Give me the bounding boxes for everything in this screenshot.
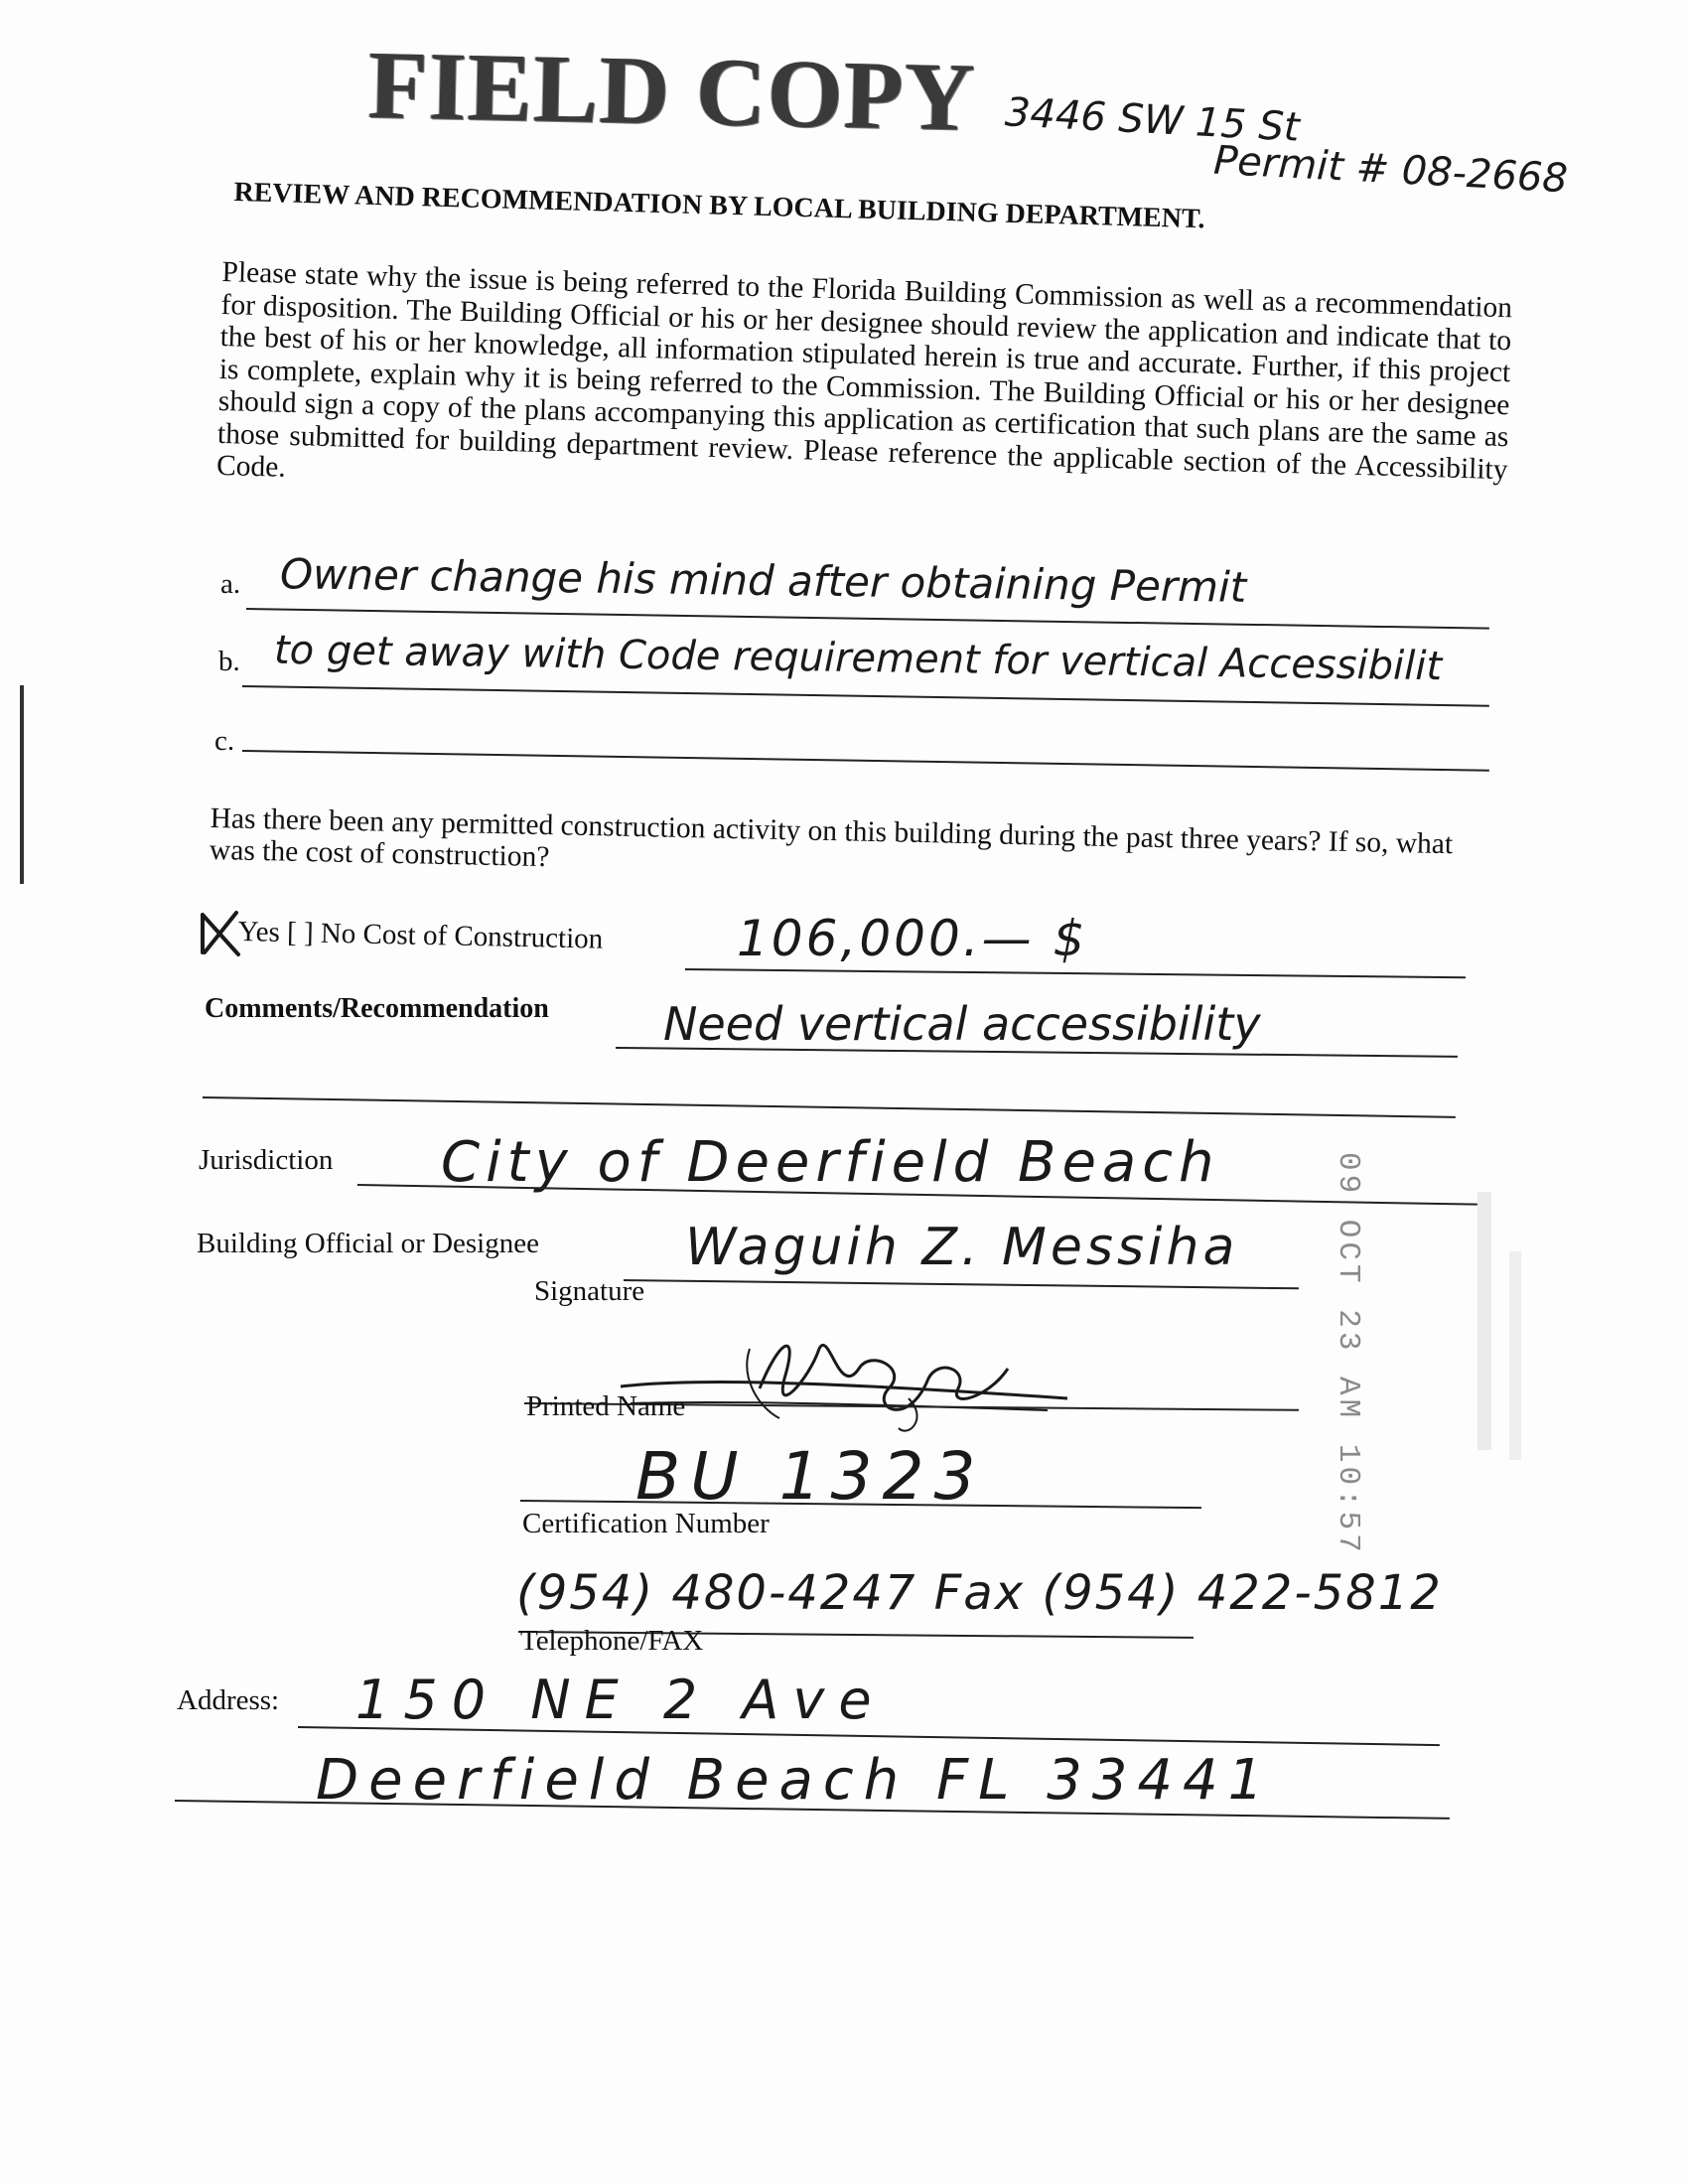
- construction-question: Has there been any permitted construction activity on this building during the past three years? If so, what was the cost of construction?: [209, 802, 1454, 874]
- jurisdiction-label: Jurisdiction: [199, 1144, 334, 1176]
- handwritten-address-note: 3446 SW 15 St: [1003, 89, 1301, 151]
- reason-a-label: a.: [220, 568, 241, 600]
- comments-line-2: [203, 1096, 1456, 1118]
- address-line-1-value: 150 NE 2 Ave: [355, 1669, 886, 1731]
- handwritten-permit-note: Permit # 08-2668: [1212, 137, 1569, 203]
- reason-c-label: c.: [214, 725, 235, 757]
- received-date-stamp: 09 OCT 23 AM 10:57: [1331, 1152, 1365, 1556]
- scan-edge-mark: [20, 685, 24, 884]
- section-heading: REVIEW AND RECOMMENDATION BY LOCAL BUILDING DEPARTMENT.: [233, 177, 1205, 235]
- telephone-fax-value: (954) 480-4247 Fax (954) 422-5812: [516, 1565, 1443, 1621]
- certification-number-label: Certification Number: [522, 1508, 770, 1539]
- address-line-2-value: Deerfield Beach FL 33441: [316, 1748, 1274, 1813]
- official-line: [624, 1279, 1299, 1289]
- faint-stamp-mark: [1509, 1251, 1521, 1460]
- instructions-paragraph: Please state why the issue is being referred to the Florida Building Commission as well as a recommendation for disposition. The Building Official or his or her designee should review the application and indicate that to the best of his or her knowledge, all information stipulated herein is true and accurate. Further, if this project is complete, explain why it is being referred to the Commission. The Building Official or his or her designee should sign a copy of the plans accompanying this application as certification that such plans are the same as those submitted for building department review. Please reference the applicable section of the Accessibility Code.: [215, 256, 1513, 486]
- comments-label: Comments/Recommendation: [205, 993, 549, 1024]
- cost-line: [685, 968, 1466, 978]
- comments-value: Need vertical accessibility: [663, 997, 1261, 1051]
- field-copy-stamp: FIELD COPY: [366, 31, 977, 152]
- reason-c-line: [242, 750, 1489, 772]
- reason-b-line: [242, 685, 1489, 707]
- printed-name-label: Printed Name: [526, 1390, 686, 1422]
- yes-checkbox-mark: [199, 909, 242, 958]
- reason-a-line: [246, 608, 1489, 630]
- official-label: Building Official or Designee: [197, 1228, 539, 1259]
- reason-b-label: b.: [218, 646, 240, 677]
- official-name-value: Waguih Z. Messiha: [685, 1218, 1239, 1277]
- address-label: Address:: [177, 1684, 280, 1716]
- certification-number-value: BU 1323: [635, 1438, 986, 1515]
- faint-stamp-mark: [1477, 1192, 1491, 1450]
- signature-label: Signature: [534, 1275, 645, 1307]
- jurisdiction-value: City of Deerfield Beach: [441, 1130, 1220, 1195]
- telephone-fax-label: Telephone/FAX: [520, 1625, 704, 1657]
- construction-cost-value: 106,000.— $: [737, 910, 1088, 967]
- reason-b-value: to get away with Code requirement for vertical Accessibilit: [273, 627, 1443, 690]
- signature-scribble: [611, 1309, 1077, 1448]
- reason-a-value: Owner change his mind after obtaining Permit: [279, 549, 1247, 612]
- yes-no-cost-label: Yes [ ] No Cost of Construction: [237, 916, 604, 955]
